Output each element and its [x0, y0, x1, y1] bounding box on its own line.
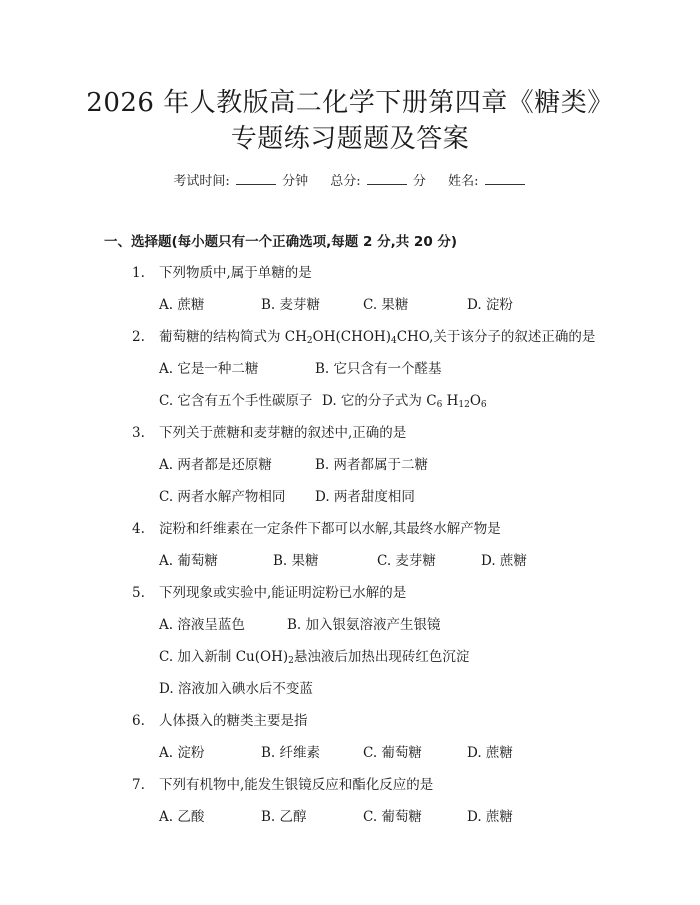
total-score-unit: 分 — [412, 174, 426, 189]
option-a: A. 葡萄糖 — [159, 553, 218, 569]
exam-time-unit: 分钟 — [282, 174, 309, 189]
option-a: A. 两者都是还原糖 — [159, 457, 272, 473]
option-c: C. 它含有五个手性碳原子 — [159, 393, 313, 409]
option-c: C. 麦芽糖 — [377, 553, 436, 569]
question-number: 7. — [132, 777, 145, 793]
option-a: A. 淀粉 — [159, 745, 205, 761]
option-d: D. 蔗糖 — [467, 745, 513, 761]
option-d: D. 淀粉 — [467, 297, 513, 313]
exam-time-blank — [236, 173, 276, 185]
option-c: C. 葡萄糖 — [363, 745, 422, 761]
option-b: B. 乙醇 — [261, 809, 307, 825]
total-score-blank — [367, 173, 407, 185]
option-d: D. 蔗糖 — [481, 553, 527, 569]
question-number: 6. — [132, 713, 145, 729]
question-number: 3. — [132, 425, 145, 441]
total-score-label: 总分: — [330, 174, 361, 189]
option-c: C. 加入新制 $Cu(OH)_2$悬浊液后加热出现砖红色沉淀 — [159, 649, 470, 666]
option-d: D. 蔗糖 — [467, 809, 513, 825]
option-c: C. 两者水解产物相同 — [159, 489, 286, 505]
option-b: B. 加入银氨溶液产生银镜 — [287, 617, 441, 633]
question-2 — [132, 325, 595, 346]
question-6 — [132, 709, 308, 729]
option-d: D. 它的分子式为 $C_6$ $H_{12}O_6$ — [322, 393, 487, 410]
student-name-label: 姓名: — [448, 174, 479, 189]
question-text: 下列关于蔗糖和麦芽糖的叙述中,正确的是 — [159, 425, 407, 441]
question-number: 4. — [132, 521, 145, 537]
question-7 — [132, 773, 433, 793]
document-title-line-1: 2026 年人教版高二化学下册第四章《糖类》 — [86, 88, 614, 118]
question-5 — [132, 581, 406, 601]
question-number: 2. — [132, 329, 145, 345]
question-3 — [132, 421, 406, 441]
student-name-blank — [485, 173, 525, 185]
question-text: 下列物质中,属于单糖的是 — [159, 265, 312, 281]
option-b: B. 麦芽糖 — [261, 297, 321, 313]
option-b: B. 它只含有一个醛基 — [315, 361, 442, 377]
question-number: 1. — [132, 265, 145, 281]
option-d: D. 溶液加入碘水后不变蓝 — [159, 681, 313, 697]
exam-info — [0, 170, 700, 189]
option-c: C. 葡萄糖 — [363, 809, 422, 825]
question-text: 淀粉和纤维素在一定条件下都可以水解,其最终水解产物是 — [159, 521, 501, 537]
question-number: 5. — [132, 585, 145, 601]
option-d: D. 两者甜度相同 — [315, 489, 415, 505]
molecular-formula: $C_6$ $H_{12}O_6$ — [426, 393, 487, 410]
total-score — [330, 170, 426, 189]
option-a: A. 它是一种二糖 — [159, 361, 259, 377]
student-name — [448, 170, 527, 189]
option-c: C. 果糖 — [363, 297, 409, 313]
exam-time — [173, 170, 308, 189]
question-text: 人体摄入的糖类主要是指 — [159, 713, 308, 729]
question-text: 下列有机物中,能发生银镜反应和酯化反应的是 — [159, 777, 434, 793]
option-b: B. 果糖 — [273, 553, 319, 569]
option-a: A. 溶液呈蓝色 — [159, 617, 245, 633]
section-heading: 一、选择题(每小题只有一个正确选项,每题 2 分,共 20 分) — [104, 234, 458, 250]
document-title-line-2: 专题练习题题及答案 — [230, 124, 470, 154]
option-a: A. 蔗糖 — [159, 297, 205, 313]
question-1 — [132, 261, 312, 281]
question-text: 葡萄糖的结构简式为 $CH_2OH(CHOH)_4CHO$,关于该分子的叙述正确的是 — [159, 329, 596, 346]
option-b: B. 两者都属于二糖 — [315, 457, 429, 473]
option-a: A. 乙酸 — [159, 809, 205, 825]
question-4 — [132, 517, 501, 537]
exam-time-label: 考试时间: — [173, 174, 230, 189]
question-text: 下列现象或实验中,能证明淀粉已水解的是 — [159, 585, 407, 601]
option-b: B. 纤维素 — [261, 745, 321, 761]
